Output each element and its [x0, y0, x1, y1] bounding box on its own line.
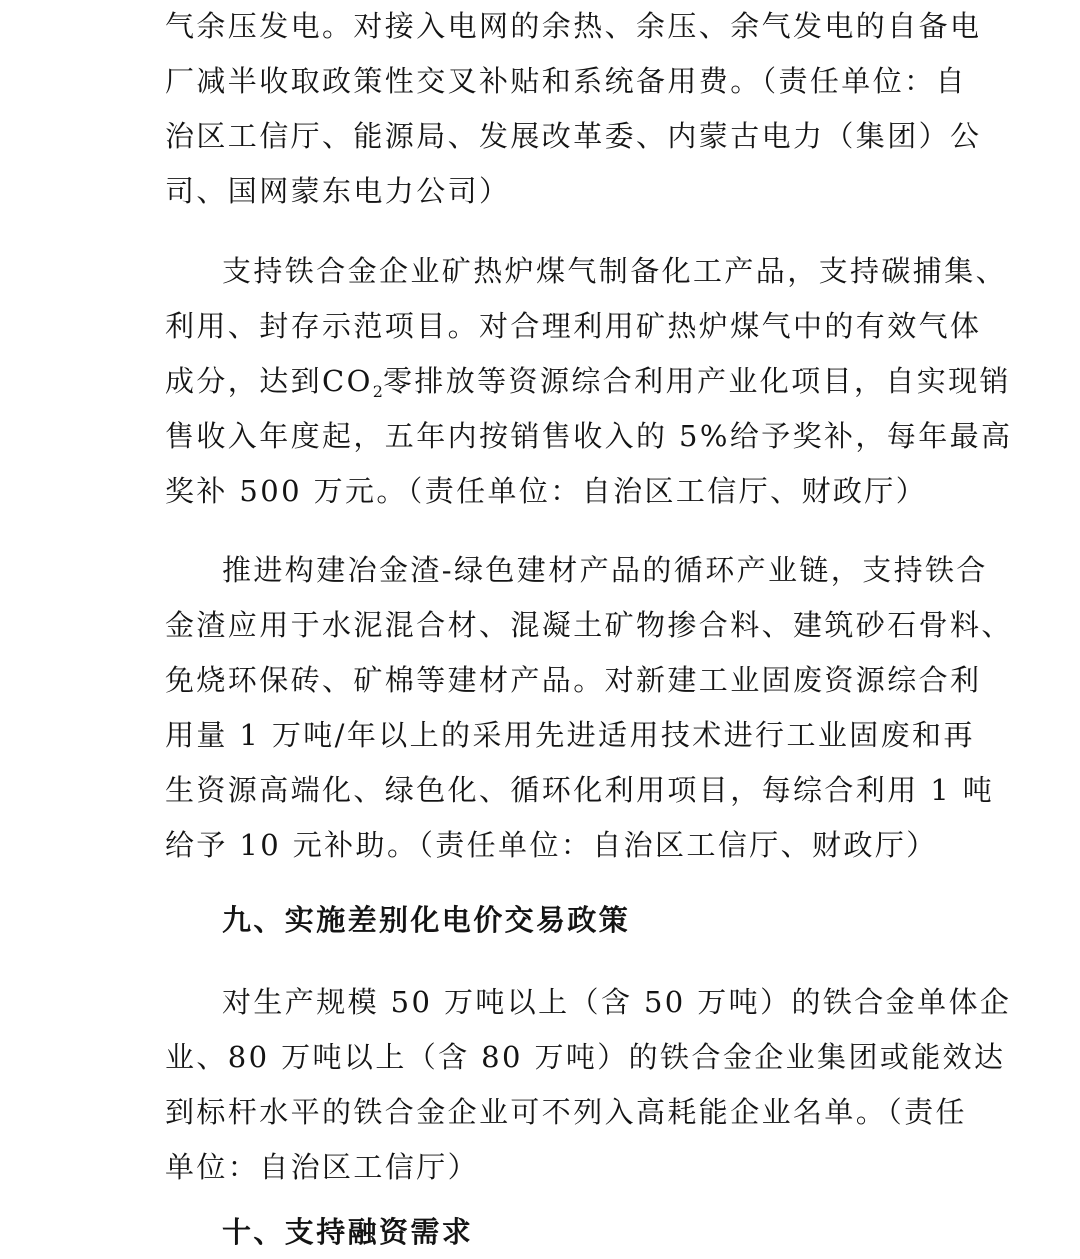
paragraph-4-line-1: 对生产规模 50 万吨以上（含 50 万吨）的铁合金单体企	[222, 985, 1012, 1019]
paragraph-4-line-2: 业、80 万吨以上（含 80 万吨）的铁合金企业集团或能效达	[165, 1040, 1006, 1074]
paragraph-2-line-5: 奖补 500 万元。（责任单位：自治区工信厅、财政厅）	[165, 474, 928, 508]
paragraph-3-line-6: 给予 10 元补助。（责任单位：自治区工信厅、财政厅）	[165, 828, 938, 862]
section-heading-10: 十、支持融资需求	[222, 1215, 474, 1249]
paragraph-1-line-2: 厂减半收取政策性交叉补贴和系统备用费。（责任单位：自	[165, 64, 967, 98]
co2-subscript: 2	[372, 382, 383, 401]
paragraph-2-line-2: 利用、封存示范项目。对合理利用矿热炉煤气中的有效气体	[165, 309, 982, 343]
paragraph-1-line-1: 气余压发电。对接入电网的余热、余压、余气发电的自备电	[165, 9, 982, 43]
paragraph-3-line-1: 推进构建冶金渣-绿色建材产品的循环产业链，支持铁合	[222, 553, 988, 587]
paragraph-2-line-1: 支持铁合金企业矿热炉煤气制备化工产品，支持碳捕集、	[222, 254, 1008, 288]
paragraph-3-line-3: 免烧环保砖、矿棉等建材产品。对新建工业固废资源综合利	[165, 663, 982, 697]
section-heading-9: 九、实施差别化电价交易政策	[222, 903, 631, 937]
paragraph-2-line-3-end: 零排放等资源综合利用产业化项目，自实现销	[382, 364, 1011, 398]
paragraph-2-line-3-start: 成分，达到CO	[165, 364, 373, 398]
paragraph-3-line-2: 金渣应用于水泥混合材、混凝土矿物掺合料、建筑砂石骨料、	[165, 608, 1013, 642]
paragraph-3-line-5: 生资源高端化、绿色化、循环化利用项目，每综合利用 1 吨	[165, 773, 995, 807]
paragraph-3-line-4: 用量 1 万吨/年以上的采用先进适用技术进行工业固废和再	[165, 718, 975, 752]
paragraph-2-line-3	[165, 361, 1011, 401]
paragraph-1-line-3: 治区工信厅、能源局、发展改革委、内蒙古电力（集团）公	[165, 119, 982, 153]
paragraph-1-line-4: 司、国网蒙东电力公司）	[165, 174, 511, 208]
paragraph-4-line-3: 到标杆水平的铁合金企业可不列入高耗能企业名单。（责任	[165, 1095, 967, 1129]
paragraph-2-line-4: 售收入年度起，五年内按销售收入的 5%给予奖补，每年最高	[165, 419, 1013, 453]
paragraph-4-line-4: 单位：自治区工信厅）	[165, 1150, 480, 1184]
